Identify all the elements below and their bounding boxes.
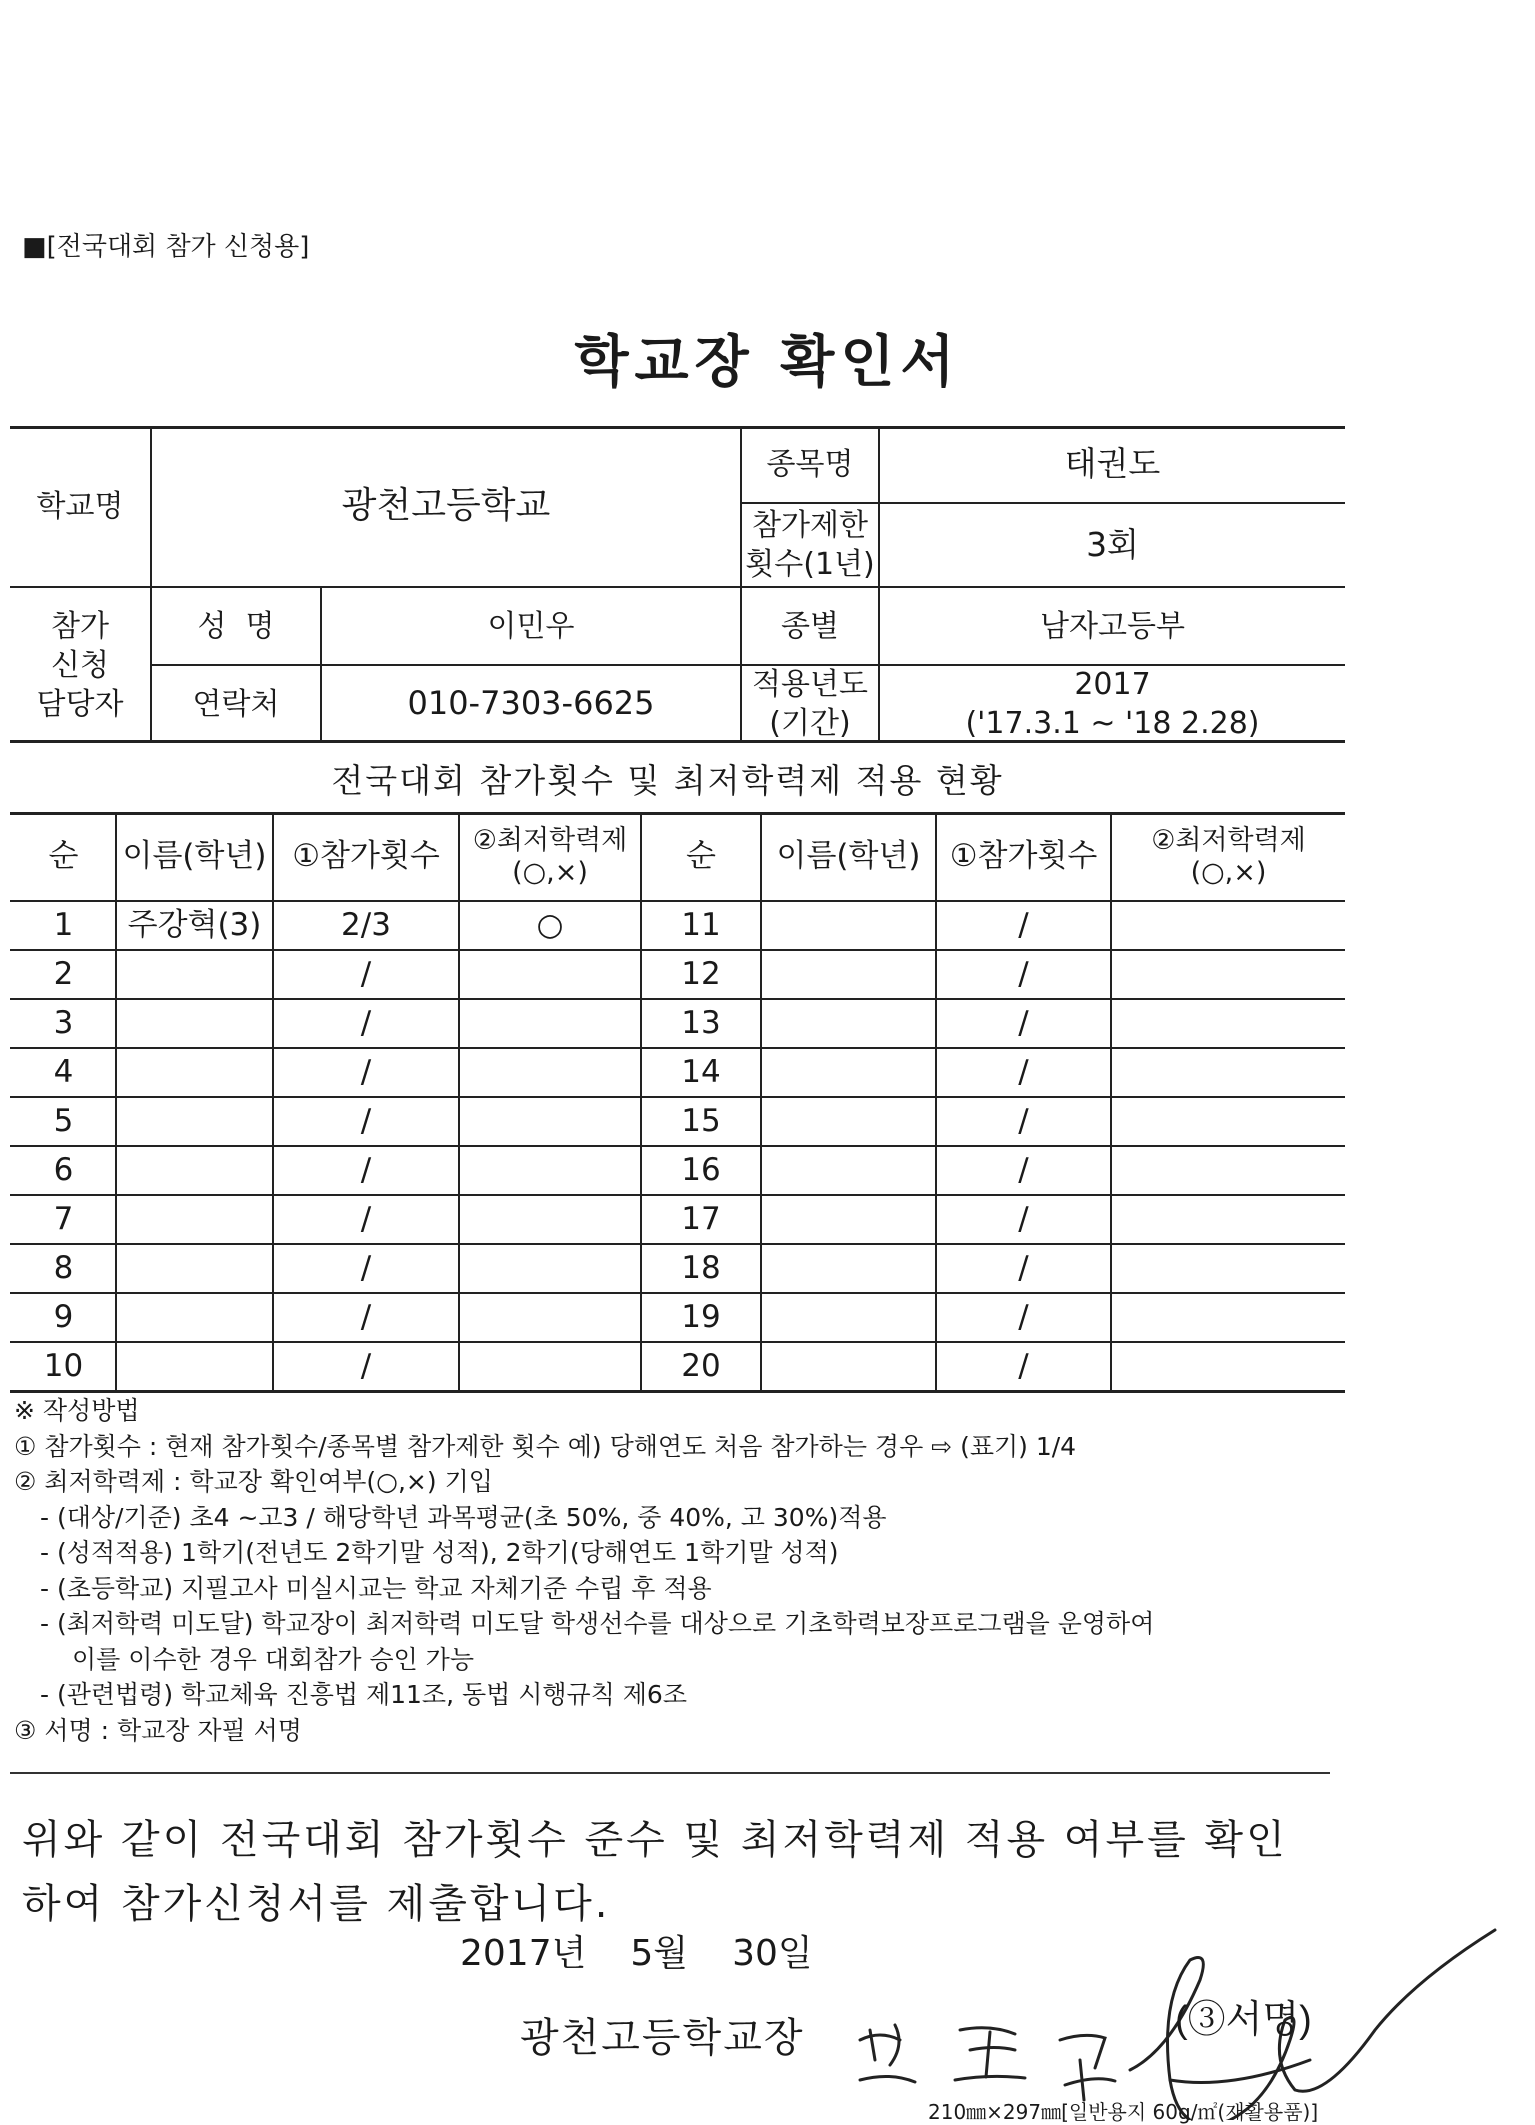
participation-table <box>10 812 1345 1390</box>
minimum-grade-mark <box>460 1049 640 1096</box>
student-name <box>117 1343 272 1390</box>
student-name <box>117 1147 272 1194</box>
table-subtitle: 전국대회 참가횟수 및 최저학력제 적용 현황 <box>331 761 1004 800</box>
minimum-grade-mark <box>1112 1049 1345 1096</box>
minimum-grade-mark: ○ <box>536 906 564 943</box>
participation-count: / <box>360 1298 372 1335</box>
minimum-grade-mark <box>1112 902 1345 949</box>
student-name: 주강혁(3) <box>127 906 262 943</box>
minimum-grade-mark <box>460 1294 640 1341</box>
participation-count: / <box>1018 1004 1029 1041</box>
student-name <box>762 1000 935 1047</box>
participation-count: / <box>1018 1200 1029 1237</box>
participation-count: / <box>1018 1151 1029 1188</box>
row-number: 9 <box>53 1298 74 1335</box>
row-number: 13 <box>681 1004 721 1041</box>
school-value: 광천고등학교 <box>341 484 551 526</box>
participation-count: / <box>360 955 372 992</box>
row-number: 19 <box>681 1298 721 1335</box>
row-number: 2 <box>53 955 74 992</box>
participation-count: 2/3 <box>341 906 391 943</box>
student-name <box>762 1147 935 1194</box>
year-label: 적용년도 (기간) <box>752 667 868 741</box>
category-value: 남자고등부 <box>1040 608 1185 644</box>
row-number: 12 <box>681 955 721 992</box>
seal-mark: (③서명) <box>1175 1999 1312 2041</box>
date-month: 5월 <box>630 1933 689 1974</box>
date-year: 2017년 <box>460 1933 587 1974</box>
header-name: 이름(학년) <box>122 838 267 875</box>
minimum-grade-mark <box>460 1245 640 1292</box>
student-name <box>762 1294 935 1341</box>
participation-count: / <box>1018 1053 1029 1090</box>
minimum-grade-mark <box>460 1196 640 1243</box>
student-name <box>762 1245 935 1292</box>
contact-label: 연락처 <box>192 686 280 722</box>
student-name <box>762 1343 935 1390</box>
header-name: 이름(학년) <box>776 838 921 875</box>
limit-value: 3회 <box>1086 524 1139 564</box>
student-name <box>117 1098 272 1145</box>
note-2: ② 최저학력제 : 학교장 확인여부(○,×) 기입 <box>14 1467 493 1496</box>
row-number: 7 <box>53 1200 74 1237</box>
minimum-grade-mark <box>1112 1196 1345 1243</box>
event-label: 종목명 <box>766 446 854 482</box>
row-number: 8 <box>53 1249 74 1286</box>
header-no: 순 <box>686 838 716 875</box>
row-number: 20 <box>681 1347 721 1384</box>
document-title: 학교장 확인서 <box>574 330 961 395</box>
name-label: 성 명 <box>197 608 275 644</box>
row-number: 16 <box>681 1151 721 1188</box>
student-name <box>117 1294 272 1341</box>
row-number: 18 <box>681 1249 721 1286</box>
limit-label: 참가제한 횟수(1년) <box>745 508 875 582</box>
minimum-grade-mark <box>1112 1245 1345 1292</box>
declaration-line-2: 하여 참가신청서를 제출합니다. <box>22 1881 611 1927</box>
note-2c: - (초등학교) 지필고사 미실시교는 학교 자체기준 수립 후 적용 <box>40 1573 712 1603</box>
row-number: 5 <box>53 1102 74 1139</box>
row-number: 4 <box>53 1053 74 1090</box>
row-number: 1 <box>53 906 74 943</box>
header-no: 순 <box>48 838 79 875</box>
header-count: ①참가횟수 <box>292 838 440 875</box>
participation-count: / <box>360 1053 372 1090</box>
row-number: 11 <box>681 906 721 943</box>
minimum-grade-mark <box>1112 1343 1345 1390</box>
info-table <box>10 426 1345 742</box>
note-1: ① 참가횟수 : 현재 참가횟수/종목별 참가제한 횟수 예) 당해연도 처음 참가하는 경우 ⇨ (표기) 1/4 <box>14 1431 1077 1461</box>
name-value: 이민우 <box>487 608 575 644</box>
note-2d: - (최저학력 미도달) 학교장이 최저학력 미도달 학생선수를 대상으로 기초학력보장프로그램을 운영하여 <box>40 1609 1155 1638</box>
minimum-grade-mark <box>460 1343 640 1390</box>
minimum-grade-mark <box>1112 1294 1345 1341</box>
minimum-grade-mark <box>1112 1098 1345 1145</box>
student-name <box>117 1049 272 1096</box>
form-type-tag: ■[전국대회 참가 신청용] <box>22 232 310 262</box>
declaration <box>22 1808 1342 1936</box>
contact-value: 010-7303-6625 <box>407 684 655 723</box>
participation-count: / <box>360 1200 372 1237</box>
principal-title: 광천고등학교장 <box>520 2015 805 2061</box>
participation-count: / <box>360 1249 372 1286</box>
student-name <box>762 1196 935 1243</box>
note-2b: - (성적적용) 1학기(전년도 2학기말 성적), 2학기(당해연도 1학기말 성적) <box>40 1538 839 1567</box>
handwritten-signature <box>840 1920 1500 2120</box>
category-label: 종별 <box>781 608 839 644</box>
participation-count: / <box>1018 955 1029 992</box>
participation-count: / <box>360 1151 372 1188</box>
applicant-label: 참가 신청 담당자 <box>36 608 124 722</box>
header-count: ①참가횟수 <box>949 838 1098 875</box>
student-name <box>762 902 935 949</box>
participation-count: / <box>360 1102 372 1139</box>
student-name <box>762 951 935 998</box>
header-minimum-grade: ②최저학력제 (○,×) <box>1151 824 1306 888</box>
row-number: 10 <box>43 1347 84 1384</box>
row-number: 6 <box>53 1151 74 1188</box>
note-2d-cont: 이를 이수한 경우 대회참가 승인 가능 <box>72 1644 474 1674</box>
participation-count: / <box>1018 1347 1029 1384</box>
note-3: ③ 서명 : 학교장 자필 서명 <box>14 1715 302 1745</box>
row-number: 15 <box>681 1102 721 1139</box>
minimum-grade-mark <box>1112 951 1345 998</box>
participation-count: / <box>1018 1249 1029 1286</box>
student-name <box>762 1098 935 1145</box>
participation-count: / <box>1018 1102 1029 1139</box>
paper-spec-footer: 210㎜×297㎜[일반용지 60g/㎡(재활용품)] <box>928 2100 1319 2124</box>
participation-count: / <box>1018 906 1029 943</box>
student-name <box>117 1196 272 1243</box>
row-number: 3 <box>53 1004 74 1041</box>
year-value: 2017 ('17.3.1 ~ '18 2.28) <box>965 667 1260 741</box>
writing-instructions <box>14 1393 1334 1748</box>
minimum-grade-mark <box>1112 1000 1345 1047</box>
declaration-line-1: 위와 같이 전국대회 참가횟수 준수 및 최저학력제 적용 여부를 확인 <box>22 1817 1288 1863</box>
note-2e: - (관련법령) 학교체육 진흥법 제11조, 동법 시행규칙 제6조 <box>40 1680 687 1709</box>
student-name <box>117 1000 272 1047</box>
notes-heading: ※ 작성방법 <box>14 1396 140 1425</box>
row-number: 14 <box>681 1053 721 1090</box>
submission-date <box>460 1925 857 1976</box>
student-name <box>117 951 272 998</box>
student-name <box>762 1049 935 1096</box>
date-day: 30일 <box>732 1933 813 1974</box>
participation-count: / <box>360 1347 372 1384</box>
row-number: 17 <box>681 1200 721 1237</box>
note-2a: - (대상/기준) 초4 ~고3 / 해당학년 과목평균(초 50%, 중 40%, 고 30%)적용 <box>40 1502 887 1532</box>
event-value: 태권도 <box>1064 443 1161 483</box>
minimum-grade-mark <box>460 1147 640 1194</box>
participation-count: / <box>1018 1298 1029 1335</box>
minimum-grade-mark <box>460 951 640 998</box>
header-minimum-grade: ②최저학력제 (○,×) <box>472 824 628 888</box>
school-label: 학교명 <box>36 488 124 524</box>
minimum-grade-mark <box>460 1000 640 1047</box>
participation-count: / <box>360 1004 372 1041</box>
minimum-grade-mark <box>460 1098 640 1145</box>
student-name <box>117 1245 272 1292</box>
minimum-grade-mark <box>1112 1147 1345 1194</box>
divider <box>10 1772 1330 1774</box>
